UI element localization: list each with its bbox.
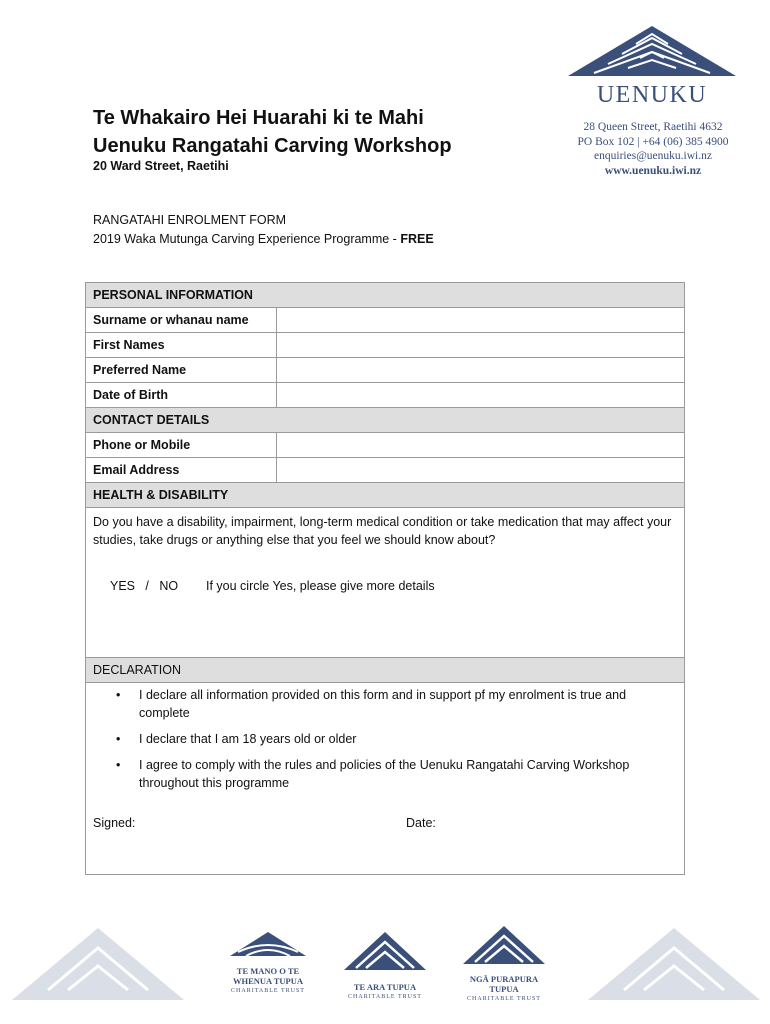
uenuku-logo <box>566 24 738 109</box>
surname-input[interactable] <box>277 308 685 333</box>
logo-name-line: TUPUA <box>489 984 519 994</box>
section-header-health: HEALTH & DISABILITY <box>86 483 685 508</box>
logo-trust: CHARITABLE TRUST <box>231 988 305 994</box>
programme-line <box>93 230 434 249</box>
logo-name <box>218 966 318 986</box>
logo-name-line: TE MANO O TE <box>236 966 300 976</box>
field-row-date-of-birth <box>86 383 685 408</box>
nga-purapura-logo <box>452 924 556 1002</box>
date-field[interactable]: Date: <box>406 816 436 830</box>
field-row-first-names <box>86 333 685 358</box>
declaration-item: • I declare that I am 18 years old or older <box>139 730 677 748</box>
preferred-name-input[interactable] <box>277 358 685 383</box>
health-details-area[interactable] <box>86 508 685 658</box>
watermark-pattern-icon <box>584 920 764 1010</box>
mountain-wave-icon <box>228 930 308 960</box>
field-label: Date of Birth <box>86 383 277 408</box>
section-declaration <box>86 658 685 683</box>
org-contact-block <box>560 120 746 178</box>
section-header-personal: PERSONAL INFORMATION <box>86 283 685 308</box>
logo-trust: CHARITABLE TRUST <box>467 996 541 1002</box>
declaration-item: • I agree to comply with the rules and policies of the Uenuku Rangatahi Carving Workshop throughout this programme <box>139 756 677 792</box>
signature-row <box>93 816 677 836</box>
yes-no-option[interactable]: YES / NO <box>110 579 179 593</box>
programme-name: 2019 Waka Mutunga Carving Experience Programme - <box>93 232 401 246</box>
org-email[interactable]: enquiries@uenuku.iwi.nz <box>594 150 712 162</box>
workshop-address: 20 Ward Street, Raetihi <box>93 159 229 173</box>
signed-field[interactable]: Signed: <box>93 816 136 830</box>
org-website[interactable]: www.uenuku.iwi.nz <box>604 164 702 177</box>
enrolment-form-table <box>85 282 685 875</box>
field-label: Phone or Mobile <box>86 433 277 458</box>
health-question: Do you have a disability, impairment, long-term medical condition or take medication that may affect your studies, take drugs or anything else that you feel we should know about? <box>93 515 672 547</box>
declaration-list <box>93 686 677 792</box>
section-header-contact: CONTACT DETAILS <box>86 408 685 433</box>
field-label: Surname or whanau name <box>86 308 277 333</box>
watermark-pattern-icon <box>8 920 188 1010</box>
te-mano-logo <box>218 930 318 994</box>
org-name: UENUKU <box>596 82 708 108</box>
field-row-email <box>86 458 685 483</box>
email-input[interactable] <box>277 458 685 483</box>
logo-name-line: NGĀ PURAPURA <box>469 974 539 984</box>
te-ara-tupua-logo <box>335 930 435 1000</box>
yes-details-hint: If you circle Yes, please give more details <box>206 579 435 593</box>
health-question-row <box>86 508 685 658</box>
programme-cost: FREE <box>400 232 434 246</box>
field-row-phone <box>86 433 685 458</box>
form-name: RANGATAHI ENROLMENT FORM <box>93 213 287 227</box>
first-names-input[interactable] <box>277 333 685 358</box>
org-po-phone: PO Box 102 | +64 (06) 385 4900 <box>577 135 729 148</box>
field-label: Preferred Name <box>86 358 277 383</box>
form-heading <box>93 211 434 249</box>
field-row-preferred-name <box>86 358 685 383</box>
org-address: 28 Queen Street, Raetihi 4632 <box>583 121 723 133</box>
mountain-layers-icon <box>461 924 547 968</box>
field-row-surname <box>86 308 685 333</box>
logo-name-line: WHENUA TUPUA <box>233 976 303 986</box>
declaration-item: • I declare all information provided on this form and in support pf my enrolment is true and complete <box>139 686 677 722</box>
title-line-2: Uenuku Rangatahi Carving Workshop <box>93 135 452 157</box>
section-header-declaration: DECLARATION <box>86 658 685 683</box>
declaration-row <box>86 683 685 875</box>
section-contact <box>86 408 685 433</box>
logo-name: TE ARA TUPUA <box>353 982 417 992</box>
document-title <box>93 104 452 160</box>
field-label: First Names <box>86 333 277 358</box>
title-line-1: Te Whakairo Hei Huarahi ki te Mahi <box>93 107 424 129</box>
yes-no-row <box>93 579 677 593</box>
mountain-pattern-icon <box>566 24 738 80</box>
mountain-layers-icon <box>342 930 428 976</box>
phone-input[interactable] <box>277 433 685 458</box>
date-of-birth-input[interactable] <box>277 383 685 408</box>
logo-trust: CHARITABLE TRUST <box>348 994 422 1000</box>
section-personal <box>86 283 685 308</box>
footer-partner-logos <box>0 920 770 1020</box>
logo-name <box>452 974 556 994</box>
field-label: Email Address <box>86 458 277 483</box>
declaration-body <box>86 683 685 875</box>
section-health <box>86 483 685 508</box>
